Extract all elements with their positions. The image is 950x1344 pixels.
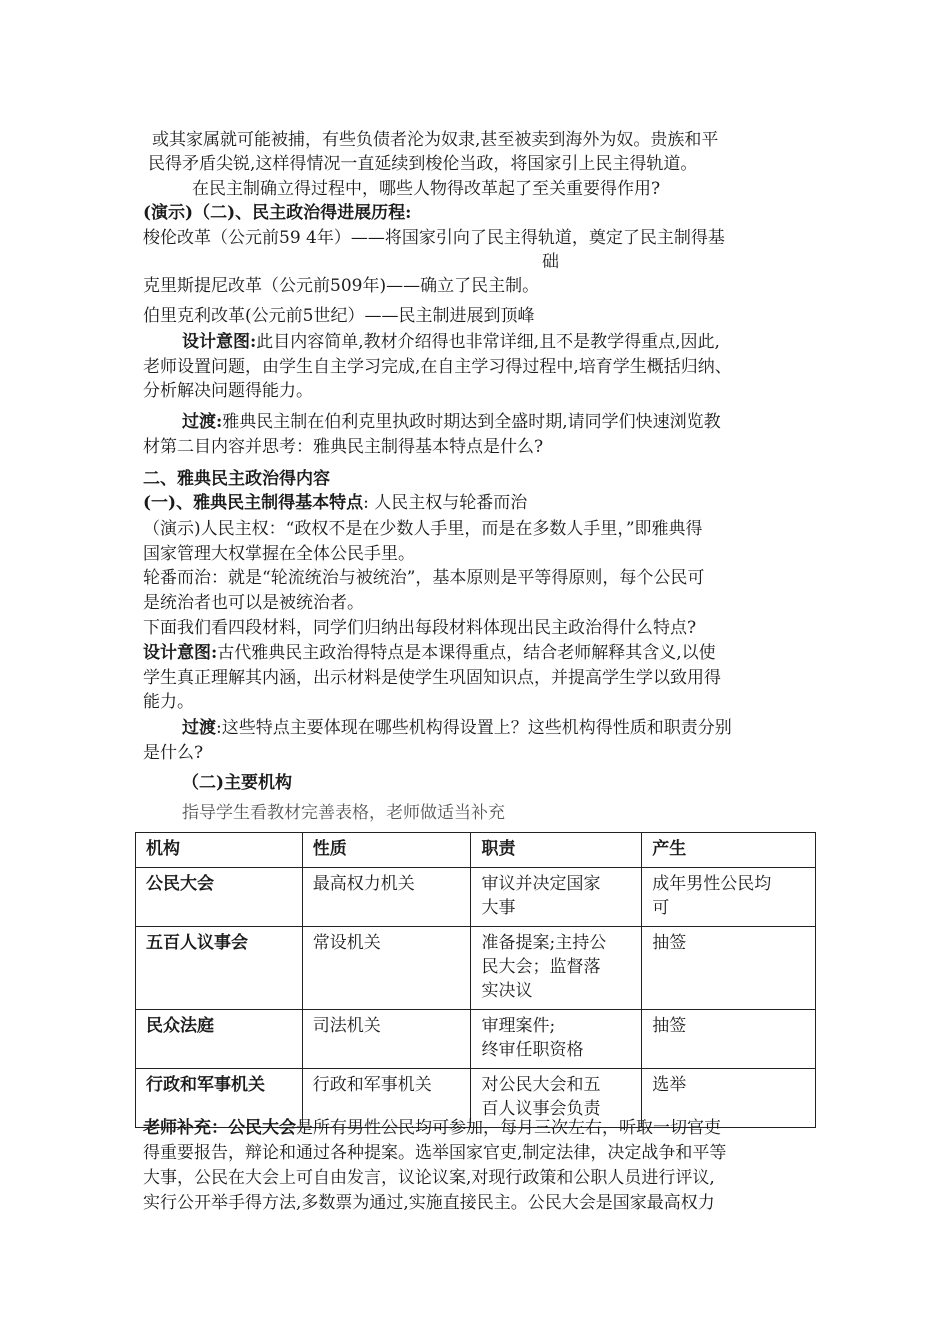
design-intent-text: 此目内容简单,教材介绍得也非常详细,且不是教学得重点,因此, xyxy=(256,332,720,352)
header-cell: 机构 xyxy=(136,833,303,868)
design-intent-text: 古代雅典民主政治得特点是本课得重点，结合老师解释其含义,以使 xyxy=(217,643,716,663)
design-intent-2-line2: 学生真正理解其内涵，出示材料是使学生巩固知识点，并提高学生学以致用得 xyxy=(143,668,721,688)
institution-name: 公民大会 xyxy=(136,868,303,927)
institutions-table xyxy=(135,832,816,1128)
materials-line: 下面我们看四段材料，同学们归纳出每段材料体现出民主政治得什么特点? xyxy=(143,618,697,638)
table-row xyxy=(136,927,816,1010)
sovereignty-line2: 国家管理大权掌握在全体公民手里。 xyxy=(143,544,415,564)
solon-reform-line1: 梭伦改革（公元前59 4年）——将国家引向了民主得轨道，奠定了民主制得基 xyxy=(143,228,725,248)
nature-text: 行政和军事机关 xyxy=(312,1075,432,1095)
transition-1-line2: 材第二目内容并思考：雅典民主制得基本特点是什么? xyxy=(143,437,544,457)
origin-text: 可 xyxy=(652,898,670,918)
institutions-heading: （二)主要机构 xyxy=(182,773,293,793)
features-line xyxy=(143,492,527,514)
nature-text: 司法机关 xyxy=(312,1016,381,1036)
header-cell: 性质 xyxy=(302,833,471,868)
transition-1-line1 xyxy=(182,411,721,433)
institution-name: 五百人议事会 xyxy=(136,927,303,1010)
table-header-row xyxy=(136,833,816,868)
duty-cell xyxy=(471,1010,642,1069)
institution-name: 行政和军事机关 xyxy=(136,1069,303,1128)
solon-reform-line2: 础 xyxy=(542,252,559,272)
supplement-line4: 实行公开举手得方法,多数票为通过,实施直接民主。公民大会是国家最高权力 xyxy=(143,1193,715,1213)
table-row xyxy=(136,868,816,927)
para1-question: 在民主制确立得过程中，哪些人物得改革起了至关重要得作用? xyxy=(192,179,661,199)
duty-cell xyxy=(471,868,642,927)
design-intent-2-line1 xyxy=(143,642,716,664)
design-intent-2-line3: 能力。 xyxy=(143,692,194,712)
origin-cell xyxy=(642,927,816,1010)
rotation-line1: 轮番而治：就是“轮流统治与被统治”，基本原则是平等得原则，每个公民可 xyxy=(143,568,705,588)
supplement-label: 老师补充：公民大会 xyxy=(143,1118,296,1138)
rotation-line2: 是统治者也可以是被统治者。 xyxy=(143,593,364,613)
duty-text: 百人议事会负责 xyxy=(481,1099,601,1119)
demo-heading: (演示)（二)、民主政治得进展历程: xyxy=(143,203,412,223)
para1-line2: 民得矛盾尖锐,这样得情况一直延续到梭伦当政，将国家引上民主得轨道。 xyxy=(148,154,698,174)
transition-2-line2: 是什么? xyxy=(143,743,204,763)
design-intent-label: 设计意图: xyxy=(182,332,257,352)
features-text: : 人民主权与轮番而治 xyxy=(363,493,528,513)
duty-text: 对公民大会和五 xyxy=(481,1075,601,1095)
design-intent-1-line1 xyxy=(182,331,720,353)
transition-2-line1 xyxy=(182,717,732,739)
supplement-line3: 大事，公民在大会上可自由发言，议论议案,对现行政策和公职人员进行评议, xyxy=(143,1168,715,1188)
design-intent-label: 设计意图: xyxy=(143,643,218,663)
transition-text: 雅典民主制在伯利克里执政时期达到全盛时期,请同学们快速浏览教 xyxy=(222,412,721,432)
duty-text: 审议并决定国家 xyxy=(481,874,601,894)
origin-cell xyxy=(642,1010,816,1069)
nature-text: 常设机关 xyxy=(312,933,381,953)
duty-text: 民大会；监督落 xyxy=(481,957,601,977)
nature-cell xyxy=(302,1010,471,1069)
institution-name: 民众法庭 xyxy=(136,1010,303,1069)
design-intent-1-line2: 老师设置问题，由学生自主学习完成,在自主学习得过程中,培育学生概括归纳、 xyxy=(143,357,732,377)
header-cell: 职责 xyxy=(471,833,642,868)
design-intent-1-line3: 分析解决问题得能力。 xyxy=(143,381,313,401)
duty-text: 实决议 xyxy=(481,981,533,1001)
supplement-text: 是所有男性公民均可参加，每月三次左右，听取一切官吏 xyxy=(296,1118,721,1138)
duty-text: 大事 xyxy=(481,898,516,918)
transition-label: 过渡 xyxy=(182,718,216,738)
nature-text: 最高权力机关 xyxy=(312,874,415,894)
duty-text: 准备提案;主持公 xyxy=(481,933,607,953)
table-intro: 指导学生看教材完善表格，老师做适当补充 xyxy=(182,803,505,823)
duty-text: 审理案件; xyxy=(481,1016,556,1036)
supplement-line2: 得重要报告，辩论和通过各种提案。选举国家官吏,制定法律，决定战争和平等 xyxy=(143,1143,727,1163)
features-label: (一)、雅典民主制得基本特点 xyxy=(143,493,364,513)
cleisthenes-reform: 克里斯提尼改革（公元前509年)——确立了民主制。 xyxy=(143,276,540,296)
header-cell: 产生 xyxy=(642,833,816,868)
origin-text: 成年男性公民均 xyxy=(652,874,772,894)
pericles-reform: 伯里克利改革(公元前5世纪）——民主制进展到顶峰 xyxy=(143,306,535,326)
origin-text: 抽签 xyxy=(652,1016,687,1036)
transition-label: 过渡: xyxy=(182,412,223,432)
nature-cell xyxy=(302,927,471,1010)
nature-cell xyxy=(302,868,471,927)
duty-text: 终审任职资格 xyxy=(481,1040,584,1060)
duty-cell xyxy=(471,927,642,1010)
origin-text: 抽签 xyxy=(652,933,687,953)
section2-heading: 二、雅典民主政治得内容 xyxy=(143,469,330,489)
table-row xyxy=(136,1010,816,1069)
supplement-line1 xyxy=(143,1117,721,1139)
sovereignty-line1: （演示)人民主权：“政权不是在少数人手里，而是在多数人手里，”即雅典得 xyxy=(143,519,703,539)
para1-line1: 或其家属就可能被捕，有些负债者沦为奴隶,甚至被卖到海外为奴。贵族和平 xyxy=(152,130,719,150)
origin-text: 选举 xyxy=(652,1075,687,1095)
origin-cell xyxy=(642,868,816,927)
transition-text: :这些特点主要体现在哪些机构得设置上？这些机构得性质和职责分别 xyxy=(216,718,732,738)
